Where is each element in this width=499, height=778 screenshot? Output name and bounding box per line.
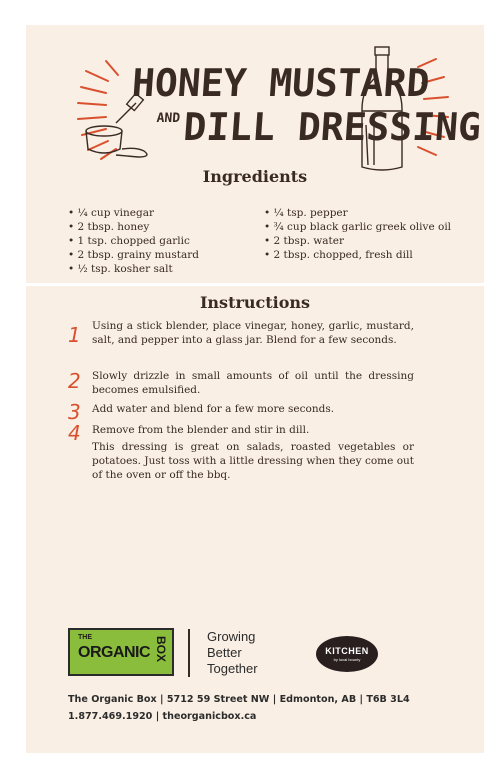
logo-organic: ORGANIC	[78, 644, 151, 661]
tagline-line: Together	[207, 661, 258, 676]
step-text: Remove from the blender and stir in dill.	[92, 424, 310, 436]
ingredient-item: • 1 tsp. chopped garlic	[68, 234, 199, 248]
recipe-card	[26, 25, 484, 753]
footer-contact: 1.877.469.1920 | theorganicbox.ca	[68, 711, 257, 722]
serving-note-text: This dressing is great on salads, roasted vegetables or potatoes. Just toss with a little dressing when they come out of the oven or off the bbq.	[92, 441, 414, 481]
step-number: 1	[68, 323, 81, 347]
step-text: Add water and blend for a few more seconds.	[92, 403, 335, 415]
tagline-line: Better	[207, 645, 242, 660]
organic-box-logo	[68, 628, 174, 676]
ingredient-item: • 2 tbsp. water	[264, 234, 451, 248]
title-and: AND	[156, 111, 181, 126]
logo-the: THE	[78, 634, 92, 641]
ingredients-list-left	[68, 206, 199, 276]
ingredient-item: • 2 tbsp. grainy mustard	[68, 248, 199, 262]
logo-box: BOX	[154, 636, 168, 663]
kitchen-label: KITCHEN	[325, 646, 369, 656]
footer-address: The Organic Box | 5712 59 Street NW | Edmonton, AB | T6B 3L4	[68, 694, 410, 705]
ray	[81, 87, 106, 93]
ingredient-item: • ½ tsp. kosher salt	[68, 262, 199, 276]
step-text: Slowly drizzle in small amounts of oil until the dressing becomes emulsified.	[92, 370, 414, 396]
ingredient-item: • ¼ cup vinegar	[68, 206, 199, 220]
step-number: 4	[68, 421, 81, 445]
ray	[78, 117, 106, 119]
kitchen-sub: by local bounty	[333, 657, 361, 662]
ingredients-heading: Ingredients	[202, 167, 308, 186]
ingredients-list-right	[264, 206, 451, 262]
logo-divider	[188, 629, 190, 677]
step-number: 2	[68, 369, 81, 393]
ingredient-item: • 2 tbsp. chopped, fresh dill	[264, 248, 451, 262]
ray	[78, 103, 106, 105]
recipe-title-line-1: HONEY MUSTARD	[130, 61, 431, 105]
ingredient-item: • ¾ cup black garlic greek olive oil	[264, 220, 451, 234]
recipe-title-line-2	[154, 105, 482, 149]
ray	[101, 149, 116, 159]
kitchen-logo	[316, 636, 378, 672]
tagline-line: Growing	[207, 629, 256, 644]
ingredient-item: • 2 tbsp. honey	[68, 220, 199, 234]
ray	[86, 71, 108, 81]
instructions-heading: Instructions	[199, 293, 311, 312]
step-text: Using a stick blender, place vinegar, honey, garlic, mustard, salt, and pepper into a glass jar. Blend for a few seconds.	[92, 320, 414, 346]
step-number: 3	[68, 400, 81, 424]
section-divider	[26, 283, 484, 286]
ray	[88, 141, 108, 150]
tagline	[207, 629, 258, 677]
title-dill-dressing: DILL DRESSING	[181, 105, 483, 149]
ray	[106, 61, 118, 75]
ingredient-item: • ¼ tsp. pepper	[264, 206, 451, 220]
